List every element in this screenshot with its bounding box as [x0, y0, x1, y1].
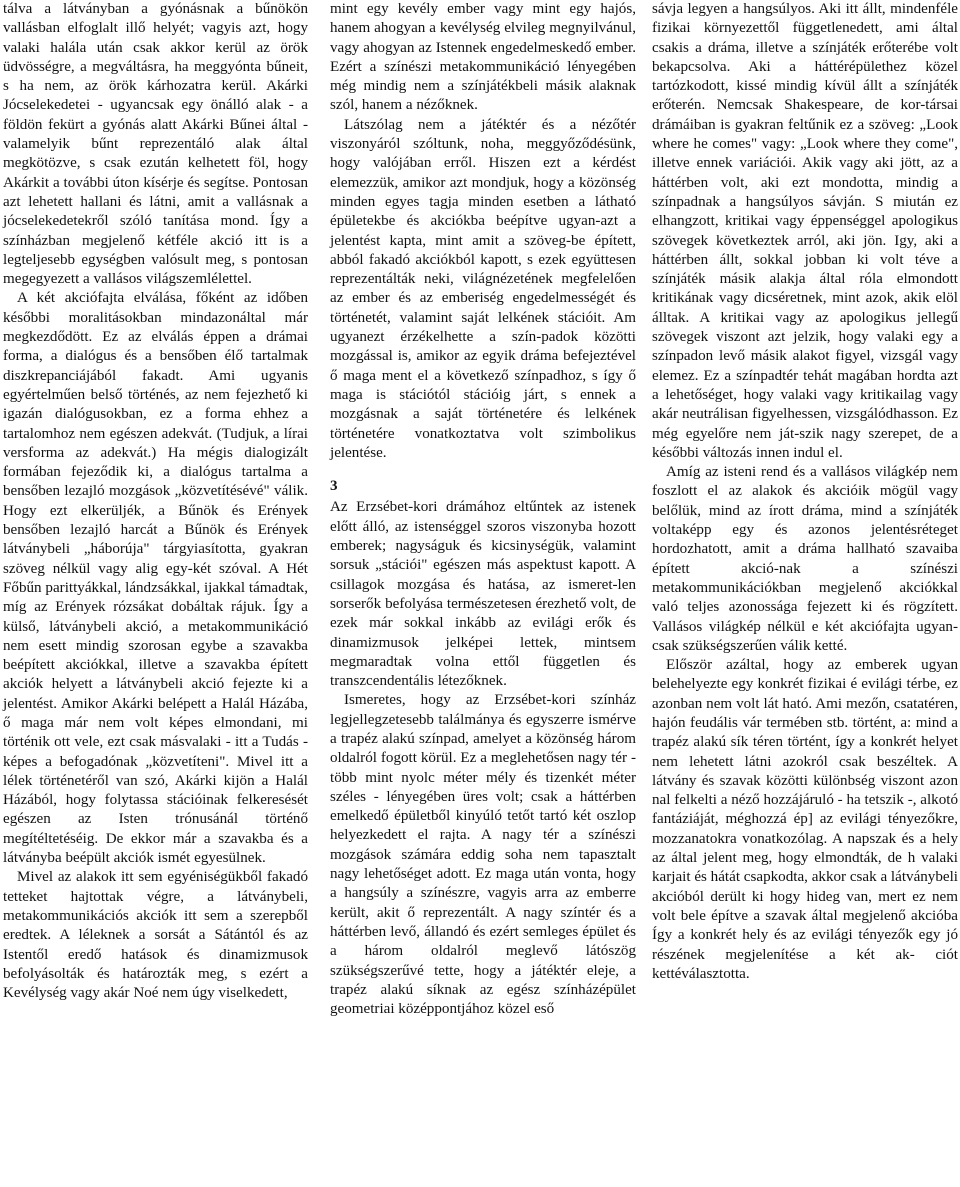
paragraph: mint egy kevély ember vagy mint egy hajós, hanem ahogyan a kevélység elvileg megnyilvánul, vagy ahogyan az Istennek engedelmeskedő ember. Ezért a színészi metakommunikáció lényegében még mindig nem a színjátékbeli másik alaknak szól, hanem a nézőknek. — [330, 1, 636, 114]
paragraph: Mivel az alakok itt sem egyéniségükből fakadó tetteket hajtottak végre, a látványbeli, metakommunikációs akciók itt sem a szerepből eredtek. A léleknek a sorsát a Sátántól és az Istentől eredő hatások és dinamizmusok befolyásolták és határozták meg, s ezért a Kevélység vagy akár Noé nem úgy viselkedett, — [3, 869, 308, 1002]
text-column-left — [3, 0, 308, 1003]
paragraph: sávja legyen a hangsúlyos. Aki itt állt, mindenféle fizikai környezettől függetlenedett, ami által csakis a dráma, illetve a színjáték erőterébe volt bekapcsolva. Aki a háttérépülethez közel tartózkodott, kissé mindig kívül állt a színjáték erőterén. Nemcsak Shakespeare, de kor-társai drámáiban is gyakran feltűnik ez a szöveg: „Look where he comes" vagy: „Look where they come", illetve ennek variációi. Akik vagy aki jött, az a háttérben volt, aki ezt mondotta, mindig a színpadnak a hangsúlyos sávján. S miután ez elhangzott, kritikai vagy éppenséggel apologikus szövegek következtek arról, aki jön. Igy, aki a háttérben állt, sokkal jobban ki volt téve a színjáték másik alakja által róla elmondott kritikának vagy dicséretnek, mint azok, akik elöl álltak. A kritikai vagy az apologikus jellegű szövegek viszont azt jelzik, hogy valaki egy a színpadon levő másik alakot figyel, vizsgál vagy elemez. Ez a színpadtér tehát magában hordta azt a lehetőséget, hogy valaki vagy kritikailag vagy akár neutrálisan figyelhessen, vizsgálódhasson. Ez még egyelőre nem ját-szik nagy szerepet, de a későbbi változás innen indul el. — [652, 1, 958, 461]
paragraph: Amíg az isteni rend és a vallásos világkép nem foszlott el az alakok és akcióik mögül vagy belőlük, mind az írott dráma, mind a színjáték voltaképp egy és azonos jelentésréteget hordozhatott, amit a dráma hallható szavaiba épített akció-nak a színészi metakommunikációkban megjelenő akciókkal való teljes azonossága fejezett ki és rögzített. Vallásos világkép nélkül e két akciófajta ugyan-csak szükségszerűen válik ketté. — [652, 464, 958, 654]
paragraph: Látszólag nem a játéktér és a nézőtér viszonyáról szóltunk, noha, meggyőződésünk, hogy valójában erről. Hiszen ezt a kérdést elemezzük, amikor azt mondjuk, hogy a közönség minden egyes tagja minden esetben a látható épületekbe és akciókba beépítve ugyan-azt a jelentést kapta, mint amit a szöveg-be épített, abból fakadó akciókból kapott, s ezek együttesen reprezentálták neki, világnézetének megfelelően az ember és az emberiség engedelmességét és történetét, valamint saját lelkének stációit. Am ugyanezt érzékelhette a szín-padok közötti mozgással is, amikor az egyik dráma befejeztével ő maga ment el a következő színpadhoz, s így ő maga is stációtól stációig járt, s ennek a mozgásnak a saját történetére és lelkének történetére vonatkoztatva volt szimbolikus jelentése. — [330, 116, 636, 461]
paragraph: Először azáltal, hogy az emberek ugyan belehelyezte egy konkrét fizikai é evilági térbe, ez azonban nem volt lát ható. Ami mezőn, csatatéren, hajón feudális vár termében stb. történt, a: mind a trapéz alakú sík téren történt, így a konkrét helyet nem lehetett látni azokról csak beszéltek. A látvány és szavak közötti különbség viszont azon nal felkelti a néző hozzájáruló - ha tetszik -, alkotó fantáziáját, méghozzá ép] az evilági tényezőkre, mozzanatokra vonatkozólag. A napszak és a hely az által jelent meg, hogy elmondták, de h valaki karjait és hátát csapkodta, akkor csak a látványbeli akcióból derült ki hogy hideg van, mert ez nem volt bele építve a szavak által megjelenő akcióba Így a konkrét hely és az evilági tényezők egy jó részének megjelenítése a két ak- ciót kettéválasztotta. — [652, 657, 958, 982]
text-column-right — [652, 0, 958, 984]
paragraph: Az Erzsébet-kori drámához eltűntek az istenek előtt álló, az istenséggel szoros viszonyba hozott emberek; nagyságuk és kicsinységük, valamint sorsuk „stációi" egészen más aspektust kapott. A csillagok mozgása és hatása, az ismeret-len sorserők befolyása természetesen érezhető volt, de ezek már sokkal inkább az evilági erők és dinamizmusok jelképei lettek, mintsem megmaradtak volna ettől független és transzcendentális létezőknek. — [330, 499, 636, 690]
section-number: 3 — [330, 478, 338, 495]
paragraph: A két akciófajta elválása, főként az időben későbbi moralitásokban mindazonáltal már megkezdődött. Ez az elválás éppen a drámai forma, a dialógus és a bensőben élő tartalmak diszkrepanciájából fakadt. Ami ugyanis egyértelműen belső történés, az nem fejezhető ki igazán dialógusokban, ez a forma ehhez a tartalomhoz nem egészen adekvát. (Tudjuk, a lírai versforma az adekvát.) Ha mégis dialogizált formában fejeződik ki, a dialógus tartalma a bensőben lezajló mozgások „közvetítésévé" válik. Hogy ezt elkerüljék, a Bűnök és Erények bensőben lezajló harcát a Bűnök és Erények látványbeli „háborúja" tárgyiasította, gyakran szöveg nélkül vagy alig egy-két szóval. A Hét Főbűn parittyákkal, lándzsákkal, ijakkal támadtak, míg az Erények rózsákat dobáltak rájuk. Így a külső, látványbeli akció, a metakommunikáció nem esett mindig szorosan egybe a szavakba beépített akciókkal, illetve a szavakba épített akciók helyett a látványbeli akció fejezte ki a jelentést. Amikor Akárki belépett a Halál Házába, ő maga már nem volt képes elmondani, mi történik ott vele, ezt csak másvalaki - itt a Tudás - képes a befogadónak „közvetíteni". Mivel itt a lélek történetéről van szó, Akárki kijön a Halál Házából, hogy folytassa stációinak felkeresését egészen az Isten trónusánál történő megítéltetéséig. De ekkor már a szavakba és a látványba beépült akciók ismét egyesülnek. — [3, 290, 308, 867]
text-column-middle — [330, 0, 636, 1019]
paragraph: Ismeretes, hogy az Erzsébet-kori színház legjellegzetesebb találmánya és egyszerre ismérve a trapéz alakú színpad, amelyet a közönség három oldalról fogott körül. Ez a meglehetősen nagy tér - több mint nyolc méter mély és tizenkét méter széles - lényegében üres volt; csak a háttérben emelkedő épületből kinyúló tetőt tartó két oszlop helyezkedett el rajta. A nagy tér a színészi mozgások számára eddig soha nem tapasztalt nagy lehetőséget adott. Ez maga után vonta, hogy a hangsúly a színészre, vagyis arra az emberre került, akit ő reprezentált. A nagy színtér és a háttérben levő, állandó és ezért semleges épület és a három oldalról meglevő látószög szükségszerűvé tette, hogy a játéktér eleje, a trapéz alakú síknak az egész színházépület geometriai középpontjához közel eső — [330, 692, 636, 1018]
paragraph: tálva a látványban a gyónásnak a bűnökön vallásban elfoglalt illő helyét; vagyis azt, hogy valaki halála után csak akkor kerül az örök üdvösségre, a megváltásra, ha meggyónta bűneit, s ha nem, az örök kárhozatra kerül. Akárki Jócselekedetei - ugyancsak egy önálló alak - a földön fekürt a gyónás alatt Akárki Bűnei által - valamelyik bűnt reprezentáló alak által megkötözve, s csak ezután kelhetett föl, hogy Akárkit a további úton kísérje és segítse. Pontosan azt lehetett hallani és látni, amit a vallásnak a jócselekedetekről szóló tanítása mond. Így a színházban megjelenő kétféle akció itt is a legteljesebb egységben valósult meg, s pontosan megegyezett a vallásos világszemlélettel. — [3, 1, 308, 288]
